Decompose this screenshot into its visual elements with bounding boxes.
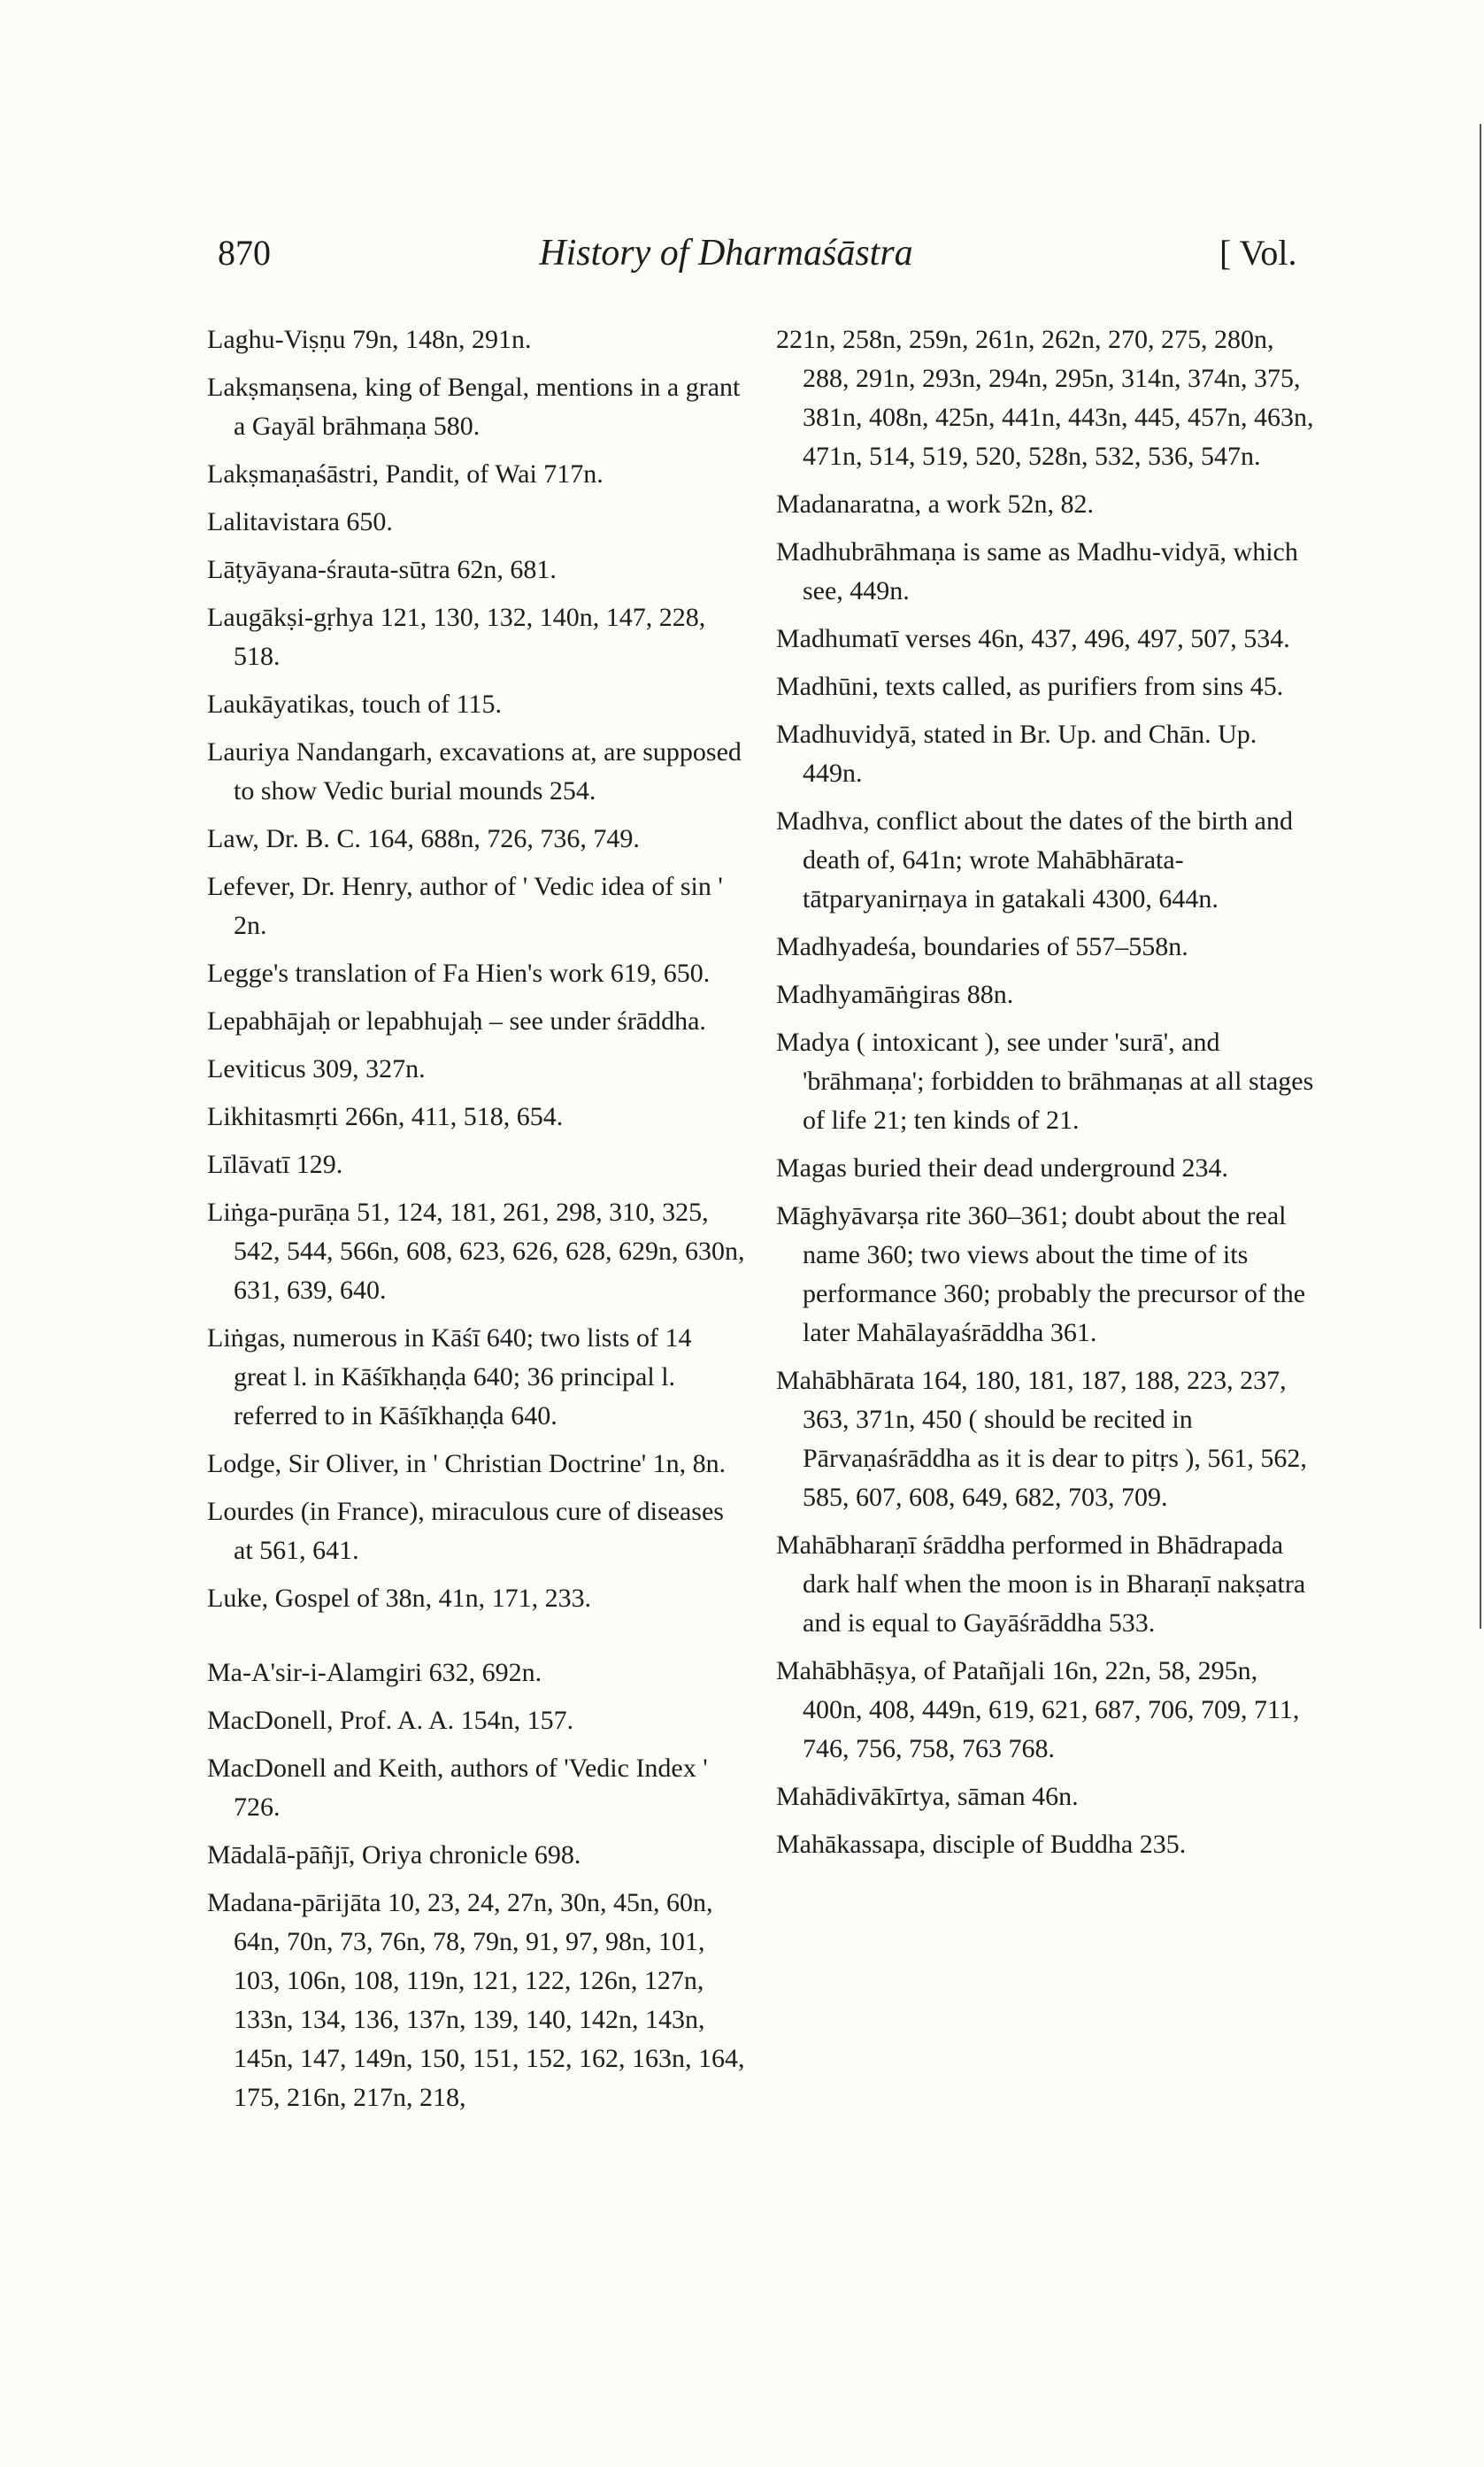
index-entry: Līlāvatī 129. (207, 1150, 343, 1179)
index-entry: Laugākṣi-gṛhya 121, 130, 132, 140n, 147, 228, 518. (207, 603, 706, 671)
index-entry: Madhyadeśa, boundaries of 557–558n. (776, 932, 1188, 961)
index-column-left (207, 320, 747, 2126)
index-entry: Madhuvidyā, stated in Br. Up. and Chān. Up. 449n. (776, 720, 1257, 788)
index-entry: Likhitasmṛti 266n, 411, 518, 654. (207, 1102, 564, 1131)
index-entry: MacDonell and Keith, authors of 'Vedic Index ' 726. (207, 1754, 708, 1822)
running-title-text: History of Dharmaśāstra (539, 233, 913, 274)
index-entry: Lodge, Sir Oliver, in ' Christian Doctrine' 1n, 8n. (207, 1449, 727, 1478)
index-entry: Leviticus 309, 327n. (207, 1054, 426, 1083)
index-entry: Lakṣmaṇsena, king of Bengal, mentions in a grant a Gayāl brāhmaṇa 580. (207, 373, 741, 441)
index-entry: Ma-A'sir-i-Alamgiri 632, 692n. (207, 1658, 542, 1687)
index-entry: Laghu-Viṣṇu 79n, 148n, 291n. (207, 325, 532, 354)
index-entry: Law, Dr. B. C. 164, 688n, 726, 736, 749. (207, 824, 640, 853)
index-entry: Liṅgas, numerous in Kāśī 640; two lists of 14 great l. in Kāśīkhaṇḍa 640; 36 principal l. referred to in Kāśīkhaṇḍa 640. (207, 1323, 692, 1430)
index-entry: Madana-pārijāta 10, 23, 24, 27n, 30n, 45n, 60n, 64n, 70n, 73, 76n, 78, 79n, 91, 97, 98n, 101, 103, 106n, 108, 119n, 121, 122, 126n, 127n, 133n, 134, 136, 137n, 139, 140, 142n, 143n, 145n, 147, 149n, 150, 151, 152, 162, 163n, 164, 175, 216n, 217n, 218, (207, 1888, 745, 2112)
index-entry: Lalitavistara 650. (207, 507, 393, 536)
index-entry: Madhubrāhmaṇa is same as Madhu-vidyā, which see, 449n. (776, 537, 1298, 605)
page-number: 870 (218, 233, 271, 273)
index-entry: Mahākassapa, disciple of Buddha 235. (776, 1830, 1187, 1859)
index-entry: Madya ( intoxicant ), see under 'surā', and 'brāhmaṇa'; forbidden to brāhmaṇas at all stages of life 21; ten kinds of 21. (776, 1028, 1314, 1135)
index-entry: Legge's translation of Fa Hien's work 619, 650. (207, 959, 711, 988)
index-entry: Mahābharaṇī śrāddha performed in Bhādrapada dark half when the moon is in Bharaṇī nakṣatra and is equal to Gayāśrāddha 533. (776, 1530, 1306, 1638)
index-entry: Madanaratna, a work 52n, 82. (776, 490, 1095, 519)
index-entry: Madhyamāṅgiras 88n. (776, 980, 1014, 1009)
index-entry: Madhūni, texts called, as purifiers from sins 45. (776, 672, 1284, 701)
index-entry: Māghyāvarṣa rite 360–361; doubt about the real name 360; two views about the time of its performance 360; probably the precursor of the later Mahālayaśrāddha 361. (776, 1201, 1306, 1347)
index-entry: Lauriya Nandangarh, excavations at, are supposed to show Vedic burial mounds 254. (207, 737, 742, 806)
index-entry: Mahābhārata 164, 180, 181, 187, 188, 223, 237, 363, 371n, 450 ( should be recited in Pārvaṇaśrāddha as it is dear to pitṛs ), 561, 562, 585, 607, 608, 649, 682, 703, 709. (776, 1366, 1307, 1512)
index-entry: Lepabhājaḥ or lepabhujaḥ – see under śrāddha. (207, 1006, 706, 1036)
index-entry: Lefever, Dr. Henry, author of ' Vedic idea of sin ' 2n. (207, 872, 723, 940)
index-entry: Mahādivākīrtya, sāman 46n. (776, 1782, 1079, 1811)
index-entry: Lāṭyāyana-śrauta-sūtra 62n, 681. (207, 555, 557, 584)
index-entry: Mādalā-pāñjī, Oriya chronicle 698. (207, 1840, 581, 1870)
index-entry: Magas buried their dead underground 234. (776, 1153, 1228, 1183)
index-entry: 221n, 258n, 259n, 261n, 262n, 270, 275, 280n, 288, 291n, 293n, 294n, 295n, 314n, 374n, 375, 381n, 408n, 425n, 441n, 443n, 445, 457n, 463n, 471n, 514, 519, 520, 528n, 532, 536, 547n. (776, 325, 1314, 471)
page-edge-line (1480, 124, 1481, 1629)
index-entry: Mahābhāṣya, of Patañjali 16n, 22n, 58, 295n, 400n, 408, 449n, 619, 621, 687, 706, 709, 711, 746, 756, 758, 763 768. (776, 1656, 1300, 1763)
index-entry: Lourdes (in France), miraculous cure of diseases at 561, 641. (207, 1497, 724, 1565)
index-entry: Laukāyatikas, touch of 115. (207, 690, 502, 719)
index-entry: Luke, Gospel of 38n, 41n, 171, 233. (207, 1584, 592, 1613)
index-entry: Madhumatī verses 46n, 437, 496, 497, 507, 534. (776, 624, 1290, 653)
volume-label: [ Vol. (1219, 233, 1297, 273)
index-column-right (776, 320, 1318, 1873)
index-entry: MacDonell, Prof. A. A. 154n, 157. (207, 1706, 574, 1735)
index-entry: Madhva, conflict about the dates of the birth and death of, 641n; wrote Mahābhārata-tātparyanirṇaya in gatakali 4300, 644n. (776, 806, 1293, 914)
index-entry: Liṅga-purāṇa 51, 124, 181, 261, 298, 310, 325, 542, 544, 566n, 608, 623, 626, 628, 629n, 630n, 631, 639, 640. (207, 1198, 745, 1305)
index-entry: Lakṣmaṇaśāstri, Pandit, of Wai 717n. (207, 459, 604, 489)
